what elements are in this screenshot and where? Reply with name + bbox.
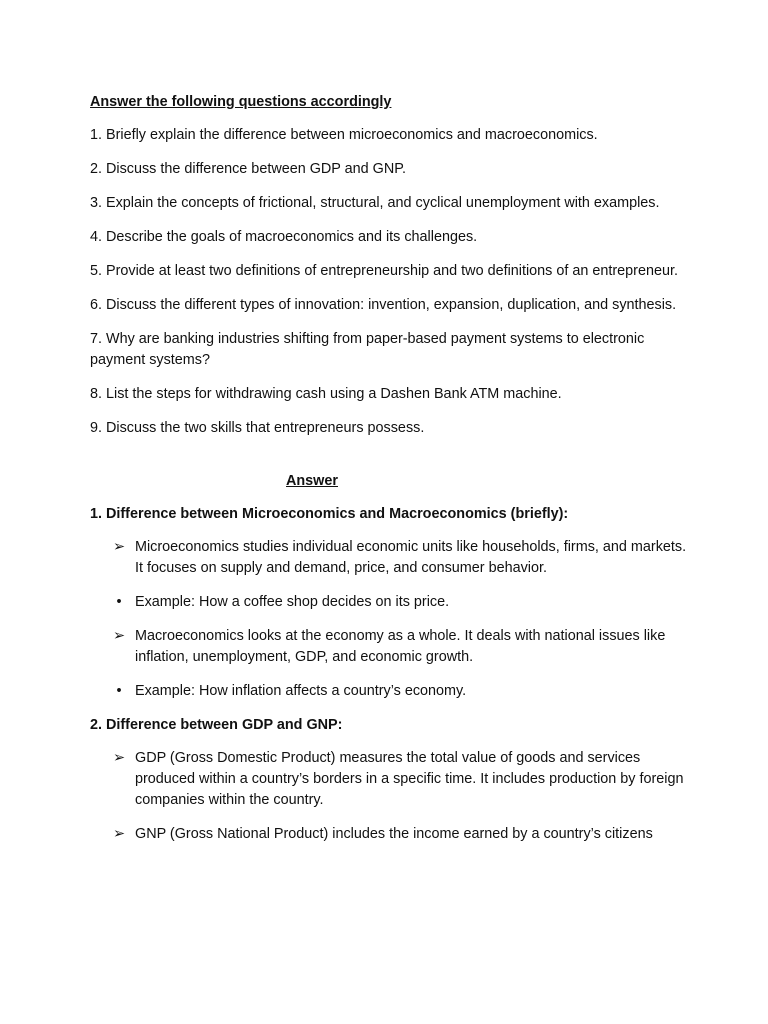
list-item bbox=[90, 824, 690, 845]
arrow-bullet-icon: ➢ bbox=[112, 628, 126, 644]
list-item-text: Macroeconomics looks at the economy as a whole. It deals with national issues like inflation, unemployment, GDP, and economic growth. bbox=[135, 628, 666, 665]
dot-bullet-icon: • bbox=[116, 594, 122, 610]
list-item bbox=[90, 537, 690, 579]
section-heading: 2. Difference between GDP and GNP: bbox=[90, 717, 343, 733]
question-item: 8. List the steps for withdrawing cash using a Dashen Bank ATM machine. bbox=[90, 386, 562, 402]
question-item: 2. Discuss the difference between GDP and GNP. bbox=[90, 161, 406, 177]
arrow-bullet-icon: ➢ bbox=[112, 750, 126, 766]
list-item-text: Microeconomics studies individual economic units like households, firms, and markets. It focuses on supply and demand, price, and consumer behavior. bbox=[135, 539, 687, 576]
questions-heading: Answer the following questions accordingly bbox=[90, 94, 392, 110]
question-item: 4. Describe the goals of macroeconomics and its challenges. bbox=[90, 229, 478, 245]
list-item-text: Example: How a coffee shop decides on its price. bbox=[135, 594, 450, 610]
question-item: 7. Why are banking industries shifting from paper-based payment systems to electronic payment systems? bbox=[90, 331, 645, 368]
question-item: 3. Explain the concepts of frictional, structural, and cyclical unemployment with examples. bbox=[90, 195, 660, 211]
question-item: 9. Discuss the two skills that entrepreneurs possess. bbox=[90, 420, 425, 436]
list-item bbox=[90, 681, 690, 702]
arrow-bullet-icon: ➢ bbox=[112, 826, 126, 842]
list-item-text: GDP (Gross Domestic Product) measures the total value of goods and services produced within a country’s borders in a specific time. It includes production by foreign companies within the country. bbox=[135, 750, 684, 808]
list-item bbox=[90, 592, 690, 613]
list-item bbox=[90, 748, 690, 811]
section-heading: 1. Difference between Microeconomics and Macroeconomics (briefly): bbox=[90, 506, 569, 522]
arrow-bullet-icon: ➢ bbox=[112, 539, 126, 555]
question-item: 5. Provide at least two definitions of entrepreneurship and two definitions of an entrepreneur. bbox=[90, 263, 678, 279]
answer-title: Answer bbox=[286, 473, 338, 489]
question-item: 1. Briefly explain the difference between microeconomics and macroeconomics. bbox=[90, 127, 598, 143]
list-item-text: GNP (Gross National Product) includes the income earned by a country’s citizens bbox=[135, 826, 653, 842]
dot-bullet-icon: • bbox=[116, 683, 122, 699]
list-item-text: Example: How inflation affects a country’s economy. bbox=[135, 683, 467, 699]
list-item bbox=[90, 626, 690, 668]
question-item: 6. Discuss the different types of innovation: invention, expansion, duplication, and synthesis. bbox=[90, 297, 677, 313]
document-body bbox=[90, 92, 690, 858]
